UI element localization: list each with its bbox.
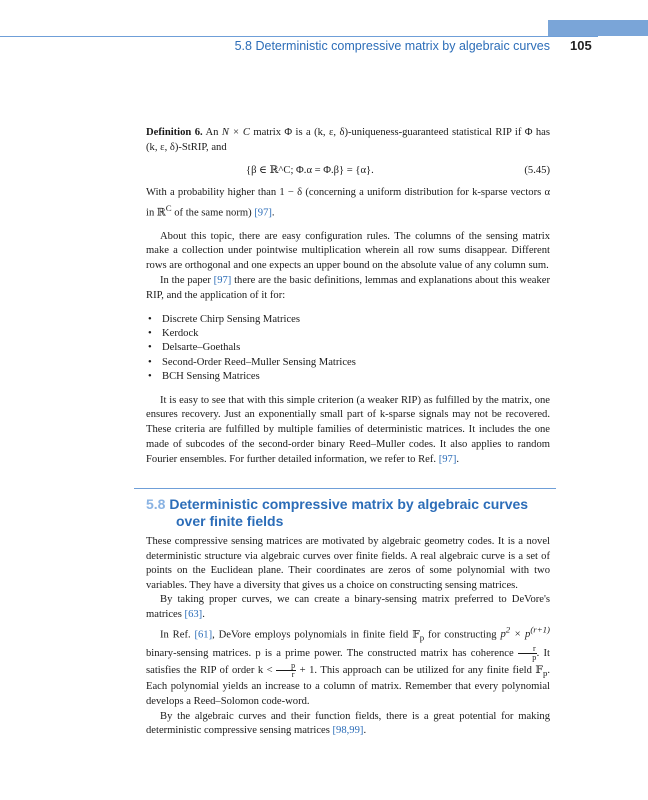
- matrix-size-expression: $p^2 \times p^{(r+1)}$: [500, 624, 550, 641]
- citation-link[interactable]: [61]: [194, 629, 213, 641]
- paragraph-weaker-rip: In the paper [97] there are the basic definitions, lemmas and explanations about this weaker RIP, and the application of it for:: [146, 274, 550, 301]
- section-content: [146, 535, 550, 739]
- section-rule: [134, 488, 556, 489]
- paragraph-motivation: These compressive sensing matrices are motivated by algebraic geometry codes. It is a novel deterministic structure via algebraic curves over finite fields. A real algebraic curve is a set of points on the Euclidean plane. Their coordinates are zeros of some polynomial with two variables. They have a diversity that gives us a choice on constructing sensing matrices.: [146, 536, 550, 591]
- header-color-bar: [548, 20, 648, 36]
- citation-link[interactable]: [97]: [254, 207, 272, 219]
- list-item: • BCH Sensing Matrices: [146, 370, 550, 384]
- citation-link[interactable]: [97]: [438, 453, 457, 465]
- paragraph-criterion: It is easy to see that with this simple criterion (a weaker RIP) as fulfilled by the matrix, one ensures recovery. Just an exponentially small part of k-sparse signals may not be recovered. These criteria are fulfilled by multiple families of deterministic matrices. It includes the one made of subcodes of the second-order binary Reed–Muller codes. It also applies to random Fourier ensembles. For further detailed information, we refer to Ref. [97].: [146, 394, 550, 465]
- list-item: • Second-Order Reed–Muller Sensing Matrices: [146, 356, 550, 370]
- paragraph-devore: By taking proper curves, we can create a binary-sensing matrix preferred to DeVore's matrices [63].: [146, 594, 550, 620]
- section-title-line1: Deterministic compressive matrix by algebraic curves: [169, 496, 529, 512]
- section-number: 5.8: [146, 496, 166, 512]
- paragraph-potential: By the algebraic curves and their function fields, there is a great potential for making deterministic compressive sensing matrices [98,99].: [146, 710, 550, 737]
- section-heading: [146, 496, 550, 530]
- list-item: • Kerdock: [146, 327, 550, 341]
- paragraph-finite-field: In Ref. [61], DeVore employs polynomials in finite field 𝔽$_p$ for constructing $p^2 \times p^{(r+1)}$ binary-sensing matrices. p is a prime power. The constructed matrix has coherence $\frac{r}{p}$ . It satisfies the RIP of order k < $\frac{p}{r}$ + 1. This approach can be utilized for any finite field 𝔽$_p$. Each polynomial yields an increase to a column of matrix. Remember that every polynomial develops a Reed–Solomon code-word.: [146, 624, 551, 708]
- list-item: • Delsarte–Goethals: [146, 341, 550, 355]
- equation-5-45: [146, 164, 550, 179]
- definition-continuation: With a probability higher than 1 − δ (concerning a uniform distribution for k-sparse vectors α in ℝ$^C$ of the same norm) [97].: [146, 187, 550, 219]
- paragraph-config-rules: About this topic, there are easy configuration rules. The columns of the sensing matrix make a collection under pointwise multiplication wherein all row sums disappear. Different rows are orthogonal and one expects an upper bound on the absolute value of any column sum.: [146, 230, 550, 272]
- list-item: • Discrete Chirp Sensing Matrices: [146, 313, 550, 327]
- running-head: [235, 39, 550, 53]
- citation-link[interactable]: [98,99]: [332, 725, 364, 737]
- order-fraction: $\frac{p}{r}$: [276, 662, 296, 679]
- equation-body: {β ∈ ℝ^C; Φ.α = Φ.β} = {α}.: [246, 164, 374, 176]
- running-head-title: Deterministic compressive matrix by algebraic curves: [255, 39, 550, 53]
- citation-link[interactable]: [97]: [213, 274, 232, 286]
- definition-paragraph: Definition 6. An N × C matrix Φ is a (k, ε, δ)-uniqueness-guaranteed statistical RIP if Φ has (k, ε, δ)-StRIP, and: [146, 127, 551, 153]
- coherence-fraction: $\frac{r}{p}$: [518, 645, 537, 662]
- citation-link[interactable]: [63]: [184, 608, 203, 620]
- page-number: 105: [570, 38, 592, 53]
- equation-number: (5.45): [524, 164, 550, 176]
- matrix-list: [146, 313, 550, 385]
- section-title-line2: over finite fields: [176, 513, 284, 529]
- header-rule: [0, 36, 598, 37]
- main-content: [146, 126, 550, 468]
- definition-label: Definition 6.: [146, 127, 203, 138]
- running-head-number: 5.8: [234, 39, 252, 53]
